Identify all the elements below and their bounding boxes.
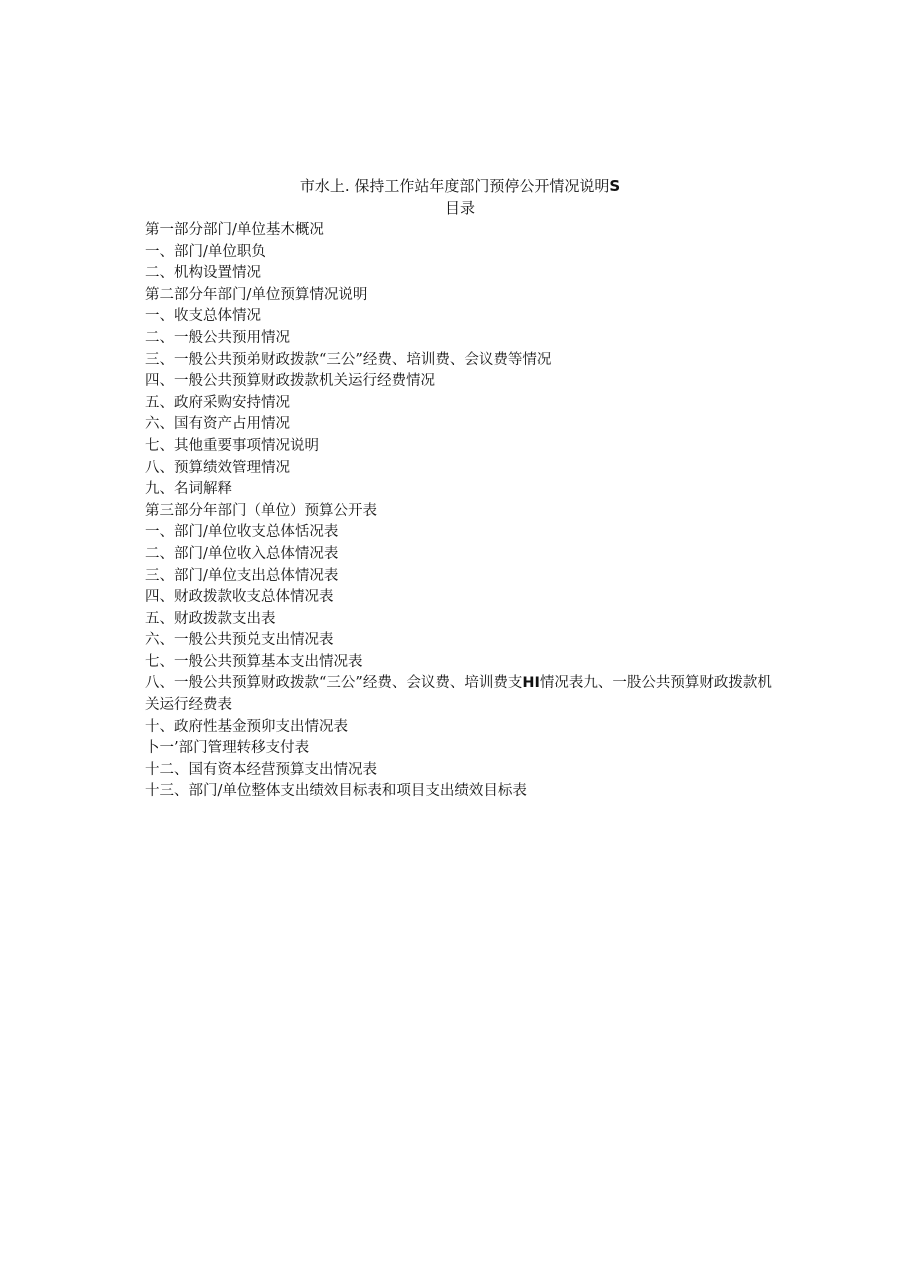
toc-item: 十三、部门/单位整体支出绩效目标表和项目支出绩效目标表 xyxy=(145,783,527,800)
toc-item: 十二、国有资本经营预算支出情况表 xyxy=(145,761,377,778)
toc-item-bold-fragment: HI xyxy=(522,675,540,692)
table-of-contents xyxy=(145,220,785,803)
toc-item: 二、一般公共预用情况 xyxy=(145,329,290,346)
toc-item: 七、其他重要事项情况说明 xyxy=(145,437,319,454)
toc-item: 一、部门/单位职负 xyxy=(145,243,266,260)
toc-item: 卜一’部门管理转移支付表 xyxy=(145,740,310,757)
toc-item xyxy=(145,673,775,716)
toc-item-text: 八、一般公共预算财政拨款“三公”经费、会议费、培训费支 xyxy=(145,675,523,692)
toc-item: 四、一般公共预算财政拨款机关运行经费情况 xyxy=(145,373,435,390)
document-title-suffix: S xyxy=(609,177,621,195)
document-title-main: 市水上. 保持工作站年度部门预停公开情况说明 xyxy=(299,177,610,195)
toc-item: 三、部门/单位支出总体情况表 xyxy=(145,567,339,584)
toc-item: 第一部分部门/单位基木概况 xyxy=(145,222,324,238)
toc-item: 四、财政拨款收支总体情况表 xyxy=(145,589,334,606)
toc-item: 三、一般公共预弟财政拨款“三公”经费、培训费、会议费等情况 xyxy=(145,351,552,368)
toc-item: 第三部分年部门（单位）预算公开表 xyxy=(145,502,377,519)
toc-item: 五、财政拨款支出表 xyxy=(145,610,276,627)
toc-item-text: 情况表九、一股公共预算财政拨款机关运行经费表 xyxy=(145,675,772,714)
document-title xyxy=(0,176,920,197)
toc-item: 第二部分年部门/单位预算情况说明 xyxy=(145,286,368,303)
toc-item: 一、部门/单位收支总体恬况表 xyxy=(145,524,339,541)
toc-item: 八、预算绩效管理情况 xyxy=(145,459,290,476)
toc-item: 二、部门/单位收入总体情况表 xyxy=(145,545,339,562)
toc-item: 五、政府采购安持情况 xyxy=(145,394,290,411)
toc-item: 十、政府性基金预卯支出情况表 xyxy=(145,718,348,735)
toc-item: 六、一般公共预兑支出情况表 xyxy=(145,632,334,649)
toc-item: 二、机构设置情况 xyxy=(145,265,261,282)
toc-item: 九、名词解释 xyxy=(145,481,232,498)
toc-item: 七、一般公共预算基本支出情况表 xyxy=(145,653,363,670)
toc-heading: 目录 xyxy=(444,199,475,217)
toc-item: 六、国有资产占用情况 xyxy=(145,416,290,433)
toc-item: 一、收支总体情况 xyxy=(145,308,261,325)
